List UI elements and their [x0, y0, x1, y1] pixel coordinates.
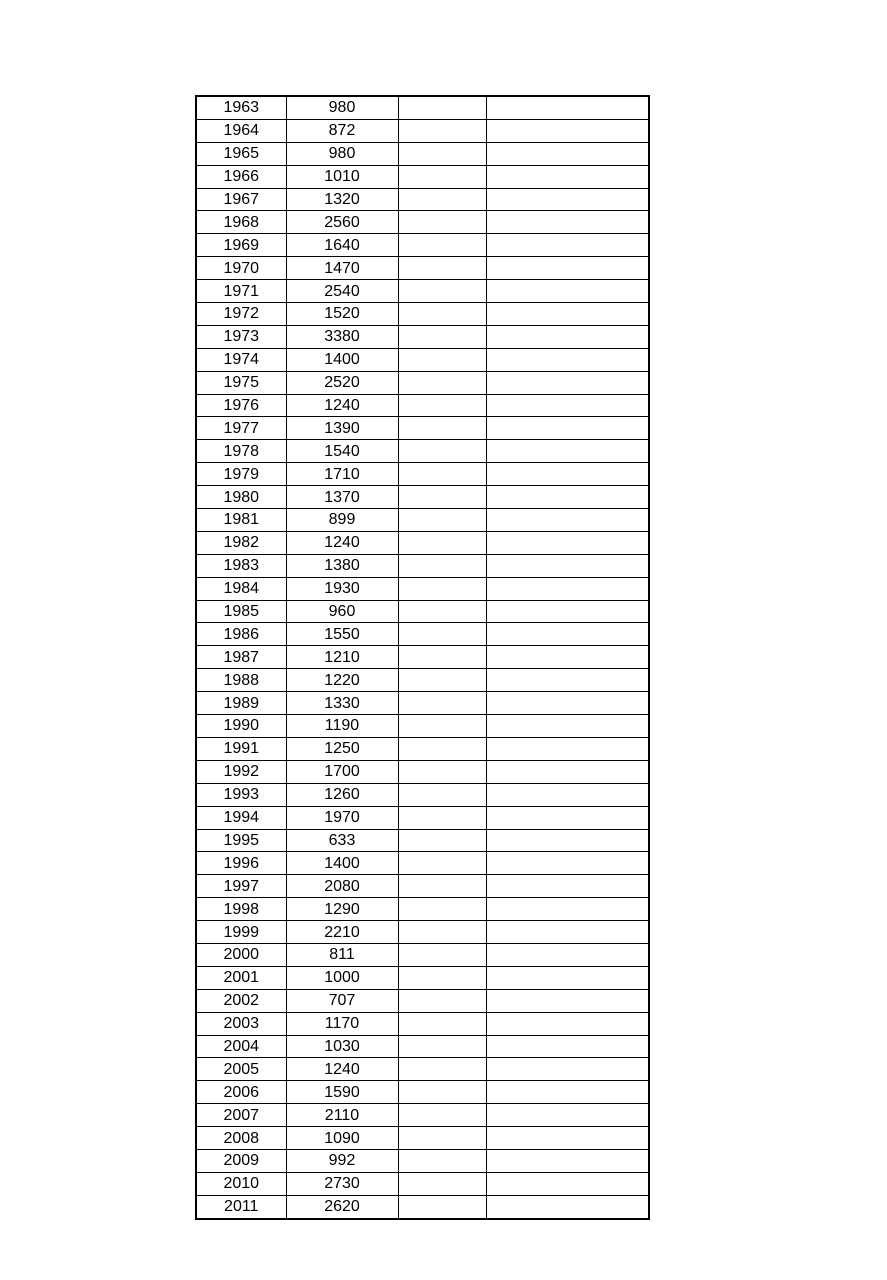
empty-cell [486, 509, 649, 532]
value-cell: 1010 [286, 165, 398, 188]
empty-cell [486, 1195, 649, 1218]
value-cell: 1970 [286, 806, 398, 829]
value-cell: 899 [286, 509, 398, 532]
empty-cell [486, 165, 649, 188]
table-row [196, 1058, 649, 1081]
value-cell: 1550 [286, 623, 398, 646]
empty-cell [398, 554, 486, 577]
value-cell: 2520 [286, 371, 398, 394]
year-cell: 2002 [196, 989, 286, 1012]
empty-cell [486, 257, 649, 280]
table-row [196, 783, 649, 806]
table-row [196, 280, 649, 303]
year-cell: 1989 [196, 692, 286, 715]
value-cell: 1520 [286, 303, 398, 326]
value-cell: 1540 [286, 440, 398, 463]
table-row [196, 188, 649, 211]
empty-cell [486, 371, 649, 394]
value-cell: 1260 [286, 783, 398, 806]
year-cell: 2009 [196, 1149, 286, 1172]
empty-cell [398, 1172, 486, 1195]
empty-cell [398, 577, 486, 600]
year-cell: 1977 [196, 417, 286, 440]
table-row [196, 760, 649, 783]
empty-cell [486, 1149, 649, 1172]
value-cell: 872 [286, 119, 398, 142]
empty-cell [398, 1035, 486, 1058]
value-cell: 960 [286, 600, 398, 623]
table-row [196, 1172, 649, 1195]
empty-cell [486, 554, 649, 577]
empty-cell [398, 119, 486, 142]
value-cell: 1170 [286, 1012, 398, 1035]
empty-cell [398, 600, 486, 623]
year-cell: 2005 [196, 1058, 286, 1081]
empty-cell [486, 737, 649, 760]
table-row [196, 417, 649, 440]
value-cell: 2560 [286, 211, 398, 234]
year-cell: 1986 [196, 623, 286, 646]
table-row [196, 600, 649, 623]
table-row [196, 692, 649, 715]
table-row [196, 1149, 649, 1172]
empty-cell [486, 96, 649, 119]
year-cell: 1967 [196, 188, 286, 211]
empty-cell [398, 142, 486, 165]
empty-cell [486, 852, 649, 875]
value-cell: 707 [286, 989, 398, 1012]
empty-cell [486, 325, 649, 348]
table-row [196, 943, 649, 966]
value-cell: 992 [286, 1149, 398, 1172]
empty-cell [398, 280, 486, 303]
table-row [196, 623, 649, 646]
year-cell: 1996 [196, 852, 286, 875]
table-row [196, 966, 649, 989]
empty-cell [398, 394, 486, 417]
value-cell: 1380 [286, 554, 398, 577]
table-row [196, 646, 649, 669]
empty-cell [398, 486, 486, 509]
value-cell: 1240 [286, 531, 398, 554]
table-row [196, 303, 649, 326]
table-row [196, 669, 649, 692]
empty-cell [398, 1104, 486, 1127]
year-cell: 1963 [196, 96, 286, 119]
table-row [196, 898, 649, 921]
empty-cell [486, 280, 649, 303]
empty-cell [398, 852, 486, 875]
empty-cell [398, 875, 486, 898]
table-row [196, 440, 649, 463]
value-cell: 1370 [286, 486, 398, 509]
empty-cell [398, 371, 486, 394]
value-cell: 1590 [286, 1081, 398, 1104]
table-row [196, 486, 649, 509]
table-row [196, 989, 649, 1012]
year-cell: 1972 [196, 303, 286, 326]
value-cell: 2210 [286, 921, 398, 944]
table-row [196, 325, 649, 348]
year-cell: 1999 [196, 921, 286, 944]
year-cell: 1969 [196, 234, 286, 257]
year-cell: 1988 [196, 669, 286, 692]
table-row [196, 371, 649, 394]
table-row [196, 852, 649, 875]
table-row [196, 806, 649, 829]
table-row [196, 348, 649, 371]
year-cell: 1990 [196, 715, 286, 738]
value-cell: 1640 [286, 234, 398, 257]
table-row [196, 142, 649, 165]
table-row [196, 463, 649, 486]
year-cell: 1991 [196, 737, 286, 760]
empty-cell [398, 234, 486, 257]
empty-cell [486, 715, 649, 738]
empty-cell [398, 1195, 486, 1218]
table-row [196, 1081, 649, 1104]
empty-cell [486, 989, 649, 1012]
empty-cell [398, 1149, 486, 1172]
empty-cell [398, 1081, 486, 1104]
empty-cell [398, 188, 486, 211]
empty-cell [486, 531, 649, 554]
year-cell: 1997 [196, 875, 286, 898]
empty-cell [398, 829, 486, 852]
value-cell: 1240 [286, 394, 398, 417]
empty-cell [486, 966, 649, 989]
table-row [196, 1035, 649, 1058]
value-cell: 1400 [286, 852, 398, 875]
year-cell: 2006 [196, 1081, 286, 1104]
value-cell: 1090 [286, 1127, 398, 1150]
empty-cell [398, 898, 486, 921]
year-cell: 1982 [196, 531, 286, 554]
empty-cell [398, 165, 486, 188]
year-cell: 1985 [196, 600, 286, 623]
value-cell: 2620 [286, 1195, 398, 1218]
empty-cell [486, 303, 649, 326]
empty-cell [486, 1172, 649, 1195]
empty-cell [398, 1012, 486, 1035]
empty-cell [486, 1104, 649, 1127]
empty-cell [486, 623, 649, 646]
empty-cell [486, 348, 649, 371]
table-row [196, 1127, 649, 1150]
value-cell: 1470 [286, 257, 398, 280]
table-row [196, 829, 649, 852]
table-row [196, 257, 649, 280]
year-cell: 1984 [196, 577, 286, 600]
value-cell: 2080 [286, 875, 398, 898]
value-cell: 2730 [286, 1172, 398, 1195]
value-cell: 1400 [286, 348, 398, 371]
empty-cell [398, 806, 486, 829]
year-cell: 1995 [196, 829, 286, 852]
empty-cell [486, 142, 649, 165]
year-cell: 1978 [196, 440, 286, 463]
year-cell: 1981 [196, 509, 286, 532]
value-cell: 3380 [286, 325, 398, 348]
table-row [196, 577, 649, 600]
empty-cell [398, 669, 486, 692]
value-cell: 1710 [286, 463, 398, 486]
year-cell: 1964 [196, 119, 286, 142]
value-cell: 1030 [286, 1035, 398, 1058]
table-row [196, 165, 649, 188]
empty-cell [398, 325, 486, 348]
empty-cell [486, 1081, 649, 1104]
table-row [196, 1012, 649, 1035]
empty-cell [486, 211, 649, 234]
year-cell: 1973 [196, 325, 286, 348]
table-row [196, 531, 649, 554]
empty-cell [486, 188, 649, 211]
empty-cell [486, 829, 649, 852]
value-cell: 1250 [286, 737, 398, 760]
year-cell: 2010 [196, 1172, 286, 1195]
empty-cell [486, 600, 649, 623]
empty-cell [486, 463, 649, 486]
value-cell: 1210 [286, 646, 398, 669]
empty-cell [398, 692, 486, 715]
year-cell: 2000 [196, 943, 286, 966]
empty-cell [486, 692, 649, 715]
empty-cell [398, 463, 486, 486]
year-cell: 1971 [196, 280, 286, 303]
table-row [196, 119, 649, 142]
year-cell: 1974 [196, 348, 286, 371]
empty-cell [398, 211, 486, 234]
table-row [196, 394, 649, 417]
year-cell: 1998 [196, 898, 286, 921]
empty-cell [398, 966, 486, 989]
empty-cell [398, 646, 486, 669]
empty-cell [398, 989, 486, 1012]
value-cell: 980 [286, 96, 398, 119]
year-cell: 1970 [196, 257, 286, 280]
table-row [196, 875, 649, 898]
empty-cell [398, 348, 486, 371]
empty-cell [398, 96, 486, 119]
value-cell: 1190 [286, 715, 398, 738]
value-cell: 1290 [286, 898, 398, 921]
year-cell: 1980 [196, 486, 286, 509]
year-cell: 2008 [196, 1127, 286, 1150]
empty-cell [486, 783, 649, 806]
value-cell: 1700 [286, 760, 398, 783]
value-cell: 1330 [286, 692, 398, 715]
table-row [196, 1104, 649, 1127]
table-row [196, 554, 649, 577]
year-cell: 1966 [196, 165, 286, 188]
value-cell: 811 [286, 943, 398, 966]
empty-cell [398, 623, 486, 646]
empty-cell [398, 760, 486, 783]
empty-cell [486, 486, 649, 509]
empty-cell [486, 1058, 649, 1081]
table-row [196, 1195, 649, 1218]
table-body [196, 96, 649, 1219]
year-cell: 2007 [196, 1104, 286, 1127]
year-cell: 2004 [196, 1035, 286, 1058]
value-cell: 1240 [286, 1058, 398, 1081]
data-table [195, 95, 650, 1220]
empty-cell [486, 898, 649, 921]
empty-cell [486, 760, 649, 783]
empty-cell [486, 806, 649, 829]
empty-cell [398, 509, 486, 532]
empty-cell [486, 577, 649, 600]
empty-cell [398, 943, 486, 966]
empty-cell [398, 921, 486, 944]
empty-cell [486, 669, 649, 692]
empty-cell [486, 119, 649, 142]
year-cell: 1993 [196, 783, 286, 806]
empty-cell [398, 1127, 486, 1150]
value-cell: 1320 [286, 188, 398, 211]
year-cell: 1987 [196, 646, 286, 669]
table-row [196, 715, 649, 738]
empty-cell [486, 943, 649, 966]
value-cell: 1220 [286, 669, 398, 692]
year-cell: 1976 [196, 394, 286, 417]
year-cell: 1994 [196, 806, 286, 829]
empty-cell [398, 783, 486, 806]
year-cell: 2011 [196, 1195, 286, 1218]
empty-cell [486, 234, 649, 257]
empty-cell [398, 440, 486, 463]
empty-cell [486, 440, 649, 463]
empty-cell [486, 921, 649, 944]
table-row [196, 96, 649, 119]
empty-cell [398, 417, 486, 440]
empty-cell [398, 1058, 486, 1081]
value-cell: 633 [286, 829, 398, 852]
year-cell: 2003 [196, 1012, 286, 1035]
empty-cell [486, 394, 649, 417]
value-cell: 1930 [286, 577, 398, 600]
empty-cell [486, 1035, 649, 1058]
empty-cell [486, 417, 649, 440]
year-cell: 1965 [196, 142, 286, 165]
table-row [196, 921, 649, 944]
empty-cell [486, 875, 649, 898]
year-cell: 1968 [196, 211, 286, 234]
table-row [196, 509, 649, 532]
empty-cell [398, 531, 486, 554]
table-row [196, 211, 649, 234]
value-cell: 1390 [286, 417, 398, 440]
table-row [196, 737, 649, 760]
year-cell: 1992 [196, 760, 286, 783]
table-row [196, 234, 649, 257]
empty-cell [398, 257, 486, 280]
empty-cell [398, 303, 486, 326]
value-cell: 2110 [286, 1104, 398, 1127]
value-cell: 2540 [286, 280, 398, 303]
empty-cell [486, 1012, 649, 1035]
empty-cell [398, 715, 486, 738]
year-cell: 2001 [196, 966, 286, 989]
value-cell: 980 [286, 142, 398, 165]
year-cell: 1975 [196, 371, 286, 394]
empty-cell [486, 1127, 649, 1150]
value-cell: 1000 [286, 966, 398, 989]
empty-cell [486, 646, 649, 669]
year-cell: 1983 [196, 554, 286, 577]
empty-cell [398, 737, 486, 760]
year-cell: 1979 [196, 463, 286, 486]
